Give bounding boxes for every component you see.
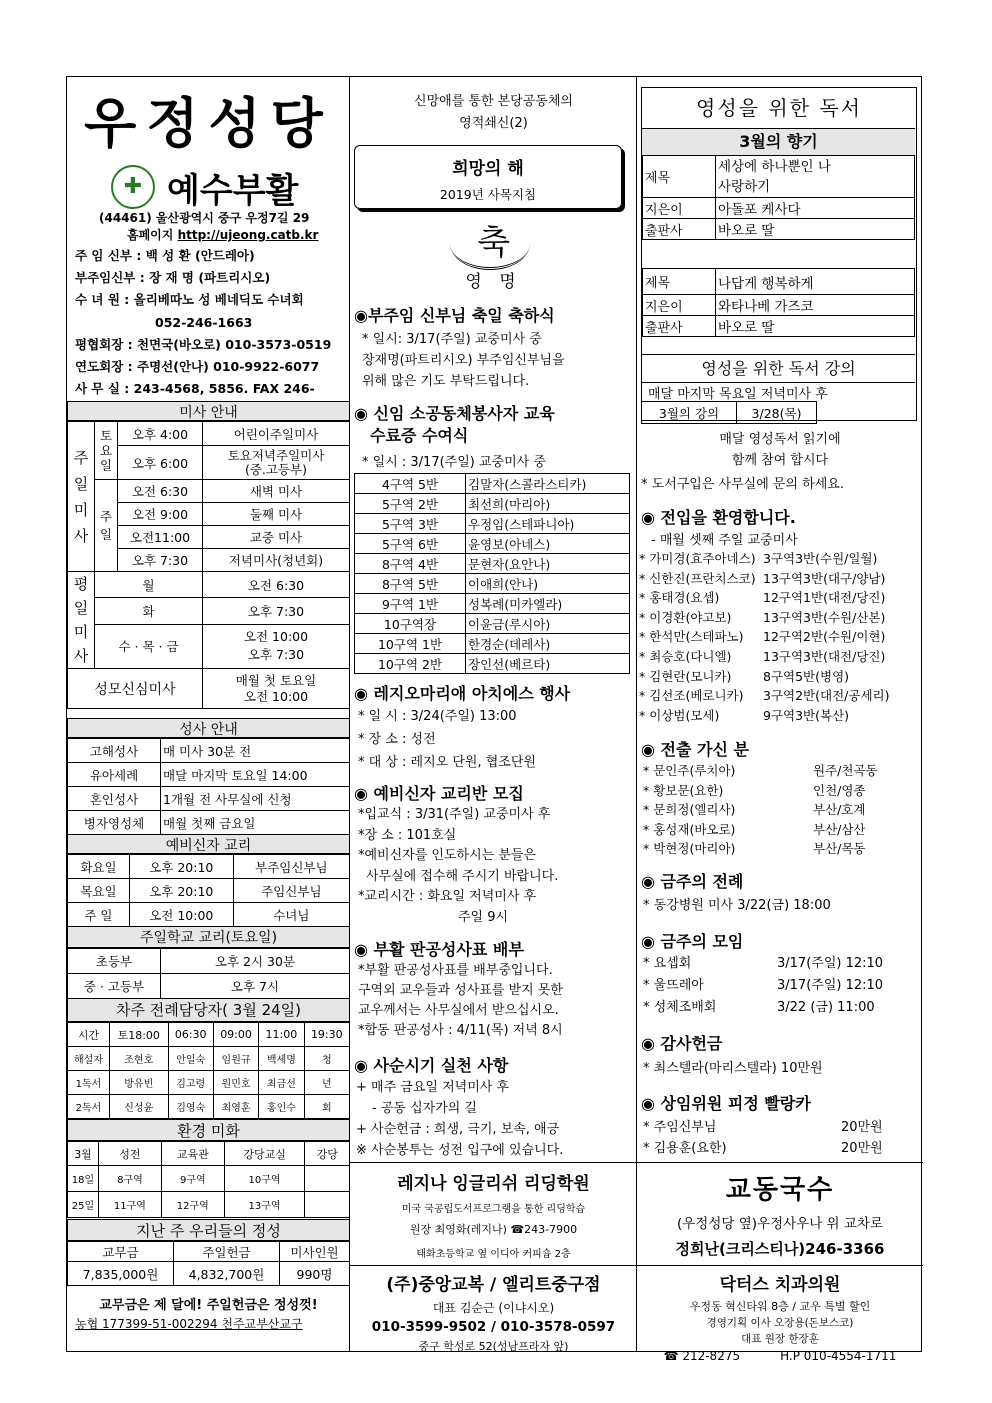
intro [350, 91, 637, 135]
duty-person: 김영숙 [168, 1095, 213, 1119]
meeting-item: * 성체조배회 3/22 (금) 11:00 [643, 1000, 875, 1015]
ad-line: 미국 국공립도서프로그램을 통한 리딩학습 [401, 1204, 586, 1215]
sunday-school-table [67, 948, 350, 999]
school-time: 오후 7시 [161, 974, 350, 999]
welcome-item: * 이상범(모세) 9구역3반(복산) [639, 707, 850, 723]
sacrament-name: 고해성사 [68, 739, 161, 763]
right-column [637, 77, 923, 1363]
training-title: ◉ 신임 소공동체봉사자 교육 수료증 수여식 [354, 404, 555, 445]
easter-details: *부활 판공성사표를 배부중입니다. 구역외 교우들과 성사표를 받지 못한 교우께서는 사무실에서 받으십시오. *합동 판공성사 : 4/11(목) 저녁 8시 [358, 963, 563, 1038]
training-area: 10구역 2반 [355, 654, 466, 674]
env-header: 교육관 [161, 1142, 224, 1166]
offering-header: 교무금 [68, 1242, 174, 1262]
parish-logo-icon: ✚ [111, 165, 155, 209]
ad-line: 대표 원장 한장훈 [741, 1333, 819, 1345]
ad-uniform-shop [350, 1265, 637, 1352]
offering-slogan: 교무금은 제 달에! 주일헌금은 정성껏! [99, 1298, 318, 1313]
mass-name: 새벽 미사 [203, 480, 350, 503]
celebrate-subtitle: 영 명 [465, 272, 522, 292]
mass-name: 저녁미사(청년회) [203, 549, 350, 572]
duty-header: 06:30 [168, 1023, 213, 1047]
recruit-details: *입교식 : 3/31(주일) 교중미사 후 *장 소 : 101호실 *예비신자를 인도하시는 분들은 사무실에 접수해 주시기 바랍니다. *교리시간 : 화요일 저녁미사 후 주일 9시 [358, 807, 559, 925]
weekday-mass-label: 평 일 미 사 [68, 572, 95, 669]
book-label: 제목 [643, 156, 716, 198]
class-time: 오전 10:00 [129, 903, 233, 927]
duty-role: 1독서 [68, 1071, 110, 1095]
env-cell: 12구역 [161, 1192, 224, 1218]
duty-person: 백세명 [259, 1047, 304, 1071]
weekday: 화 [95, 598, 203, 624]
training-person: 한경순(데레사) [466, 634, 630, 654]
training-area: 8구역 5반 [355, 574, 466, 594]
duty-header: 토18:00 [110, 1023, 169, 1047]
duty-person: 청 [304, 1047, 349, 1071]
class-day: 주 일 [68, 903, 130, 927]
welcome-item: * 김선조(베로니카) 3구역2반(대전/공세리) [639, 688, 890, 704]
lecture-time: 매달 마지막 목요일 저녁미사 후 [642, 382, 915, 406]
sacrament-name: 유아세례 [68, 763, 161, 787]
leaving-item: * 박현정(마리아) 부산/목동 [643, 841, 866, 857]
school-level: 중 · 고등부 [68, 974, 161, 999]
funeral-line: * 동강병원 미사 3/22(금) 18:00 [643, 898, 831, 913]
ad-title: 레지나 잉글리쉬 리딩학원 [397, 1174, 590, 1194]
homepage [127, 226, 318, 243]
year-subtitle: 2019년 사목지침 [439, 187, 537, 202]
feast-title: ◉부주임 신부님 축일 축하식 [354, 306, 555, 325]
staff-line: 주 임 신부 : 백 성 환 (안드레아) [75, 248, 255, 263]
env-cell [305, 1192, 350, 1218]
staff-line: 052-246-1663 [155, 314, 253, 330]
env-cell: 10구역 [224, 1166, 305, 1192]
year-theme-box [354, 145, 622, 209]
book2-table [642, 268, 915, 337]
duty-person: 김고령 [168, 1071, 213, 1095]
duty-person: 방유빈 [110, 1071, 169, 1095]
year-title: 희망의 해 [452, 159, 524, 179]
book-label: 지은이 [643, 295, 716, 316]
env-cell: 11구역 [99, 1192, 162, 1218]
env-header: 강당교실 [224, 1142, 305, 1166]
liturgy-duty-table [67, 1022, 350, 1119]
welcome-item: * 한석만(스테파노) 12구역2반(수원/이현) [639, 629, 886, 645]
liturgy-duty-title: 차주 전례담당자( 3월 24일) [67, 998, 350, 1022]
offering-header: 주일헌금 [173, 1242, 279, 1262]
env-header: 강당 [305, 1142, 350, 1166]
training-area: 8구역 4반 [355, 554, 466, 574]
catechumen-table [67, 854, 350, 927]
ad-line: 중구 학성로 52(성남프라자 앞) [418, 1340, 569, 1353]
sacrament-name: 병자영성체 [68, 811, 161, 835]
sacrament-info: 매월 첫째 금요일 [161, 811, 350, 835]
welcome-subtitle: - 매월 셋째 주일 교중미사 [651, 533, 798, 548]
lent-title: ◉ 사순시기 실천 사항 [354, 1056, 509, 1075]
mass-time: 오후 6:00 [118, 446, 203, 480]
offering-value: 7,835,000원 [68, 1262, 174, 1286]
leaving-item: * 문희정(엘리사) 부산/호계 [643, 802, 866, 818]
class-day: 목요일 [68, 879, 130, 903]
mass-time: 오전11:00 [118, 526, 203, 549]
saturday-label: 토 요 일 [95, 422, 118, 480]
training-area: 9구역 1반 [355, 594, 466, 614]
sacrament-info: 매달 마지막 토요일 14:00 [161, 763, 350, 787]
training-area: 10구역 1반 [355, 634, 466, 654]
training-area: 5구역 3반 [355, 514, 466, 534]
mass-name: 둘째 미사 [203, 503, 350, 526]
sacrament-name: 혼인성사 [68, 787, 161, 811]
duty-role: 해설자 [68, 1047, 110, 1071]
staff-list [75, 245, 347, 423]
mass-name: 어린이주일미사 [203, 422, 350, 446]
reading-purchase-note: * 도서구입은 사무실에 문의 하세요. [641, 477, 844, 492]
env-cell: 9구역 [161, 1166, 224, 1192]
leaving-item: * 문인주(루치아) 원주/천곡동 [643, 763, 878, 778]
duty-person: 신성윤 [110, 1095, 169, 1119]
book-title: 세상에 하나뿐인 나 사랑하기 [716, 156, 915, 198]
training-area: 10구역장 [355, 614, 466, 634]
homepage-label: 홈페이지 [127, 228, 174, 242]
welcome-list [639, 549, 923, 725]
motto: 예수부활 [167, 171, 299, 211]
staff-line: 사 무 실 : 243-4568, 5856. FAX 246- [75, 381, 315, 397]
intro-line: 신망애를 통한 본당공동체의 [414, 94, 573, 109]
mass-name: 토요저녁주일미사 (중.고등부) [203, 446, 350, 480]
leaving-item: * 황보문(요한) 인천/영종 [643, 782, 866, 798]
mass-time: 오후 7:30 [118, 549, 203, 572]
staff-line: 부주임신부 : 장 재 명 (파트리시오) [75, 270, 271, 286]
offering-value: 990명 [279, 1262, 349, 1286]
training-person: 이애희(안나) [466, 574, 630, 594]
thanks-title: ◉ 감사헌금 [641, 1034, 723, 1053]
training-person: 성복례(미카엘라) [466, 594, 630, 614]
duty-person: 원민호 [213, 1071, 258, 1095]
welcome-item: * 김현란(모니카) 8구역5반(병영) [639, 668, 850, 684]
sacrament-info: 매 미사 30분 전 [161, 739, 350, 763]
env-header: 3월 [68, 1142, 99, 1166]
sacraments-title: 성사 안내 [67, 718, 350, 738]
duty-person: 홍인수 [259, 1095, 304, 1119]
marian-mass-time: 매월 첫 토요일 오전 10:00 [203, 669, 350, 709]
ad-phone: 정희난(크리스티나)246-3366 [675, 1240, 885, 1258]
training-area: 5구역 6반 [355, 534, 466, 554]
book-label: 출판사 [643, 316, 716, 337]
training-area: 4구역 5반 [355, 474, 466, 494]
env-header: 성전 [99, 1142, 162, 1166]
marian-mass-label: 성모신심미사 [68, 669, 203, 709]
env-cell [305, 1166, 350, 1192]
welcome-item: * 신한진(프란치스코) 13구역3반(대구/양남) [639, 570, 886, 586]
standing-item: * 주임신부님 20만원 [643, 1120, 883, 1135]
book-label: 지은이 [643, 198, 716, 219]
mass-table [67, 421, 350, 709]
reading-note: 매달 영성독서 읽기에 함께 참여 합시다 [719, 432, 841, 468]
intro-line: 영적쇄신(2) [459, 116, 528, 131]
ad-line: 태화초등학교 옆 이디아 커피숍 2층 [416, 1249, 571, 1260]
left-column [67, 77, 350, 1351]
leaving-item: * 홍성재(바오로) 부산/삼산 [643, 821, 866, 837]
parish-title: 우정성당 [84, 91, 333, 155]
ad-line: 원장 최영화(레지나) ☎243-7900 [409, 1223, 578, 1236]
ad-line: 우정동 혁신타워 8층 / 교우 특별 할인 [689, 1300, 871, 1313]
staff-line: 수 녀 원 : 올리베따노 성 베네딕도 수녀회 [75, 292, 304, 308]
ad-line: 경영기획 이사 오장용(돈보스코) [706, 1317, 854, 1329]
book-label: 출판사 [643, 219, 716, 240]
address: (44461) 울산광역시 중구 우정7길 29 [99, 211, 310, 225]
ad-dental-clinic [637, 1265, 923, 1363]
mass-time: 오전 10:00 오후 7:30 [203, 624, 350, 668]
duty-person: 최금선 [259, 1071, 304, 1095]
thanks-line: * 최스텔라(마리스텔라) 10만원 [643, 1061, 823, 1076]
bulletin-frame [66, 76, 922, 1363]
acies-details: * 일 시 : 3/24(주일) 13:00 * 장 소 : 성전 * 대 상 : 레지오 단원, 협조단원 [358, 709, 536, 770]
training-person: 우정임(스테파니아) [466, 514, 630, 534]
duty-person: 최영훈 [213, 1095, 258, 1119]
mass-name: 교중 미사 [203, 526, 350, 549]
catechumen-title: 예비신자 교리 [67, 834, 350, 854]
environment-title: 환경 미화 [67, 1119, 350, 1141]
book-author: 와타나베 가즈코 [716, 295, 915, 316]
sunday-mass-label: 주 일 미 사 [68, 422, 95, 572]
sacraments-table [67, 738, 350, 835]
mass-time: 오후 4:00 [118, 422, 203, 446]
school-level: 초등부 [68, 949, 161, 974]
training-person: 윤영보(아네스) [466, 534, 630, 554]
duty-header: 09:00 [213, 1023, 258, 1047]
standing-item: * 김용훈(요한) 20만원 [643, 1141, 883, 1156]
training-table [354, 473, 630, 674]
month-title: 3월의 향기 [642, 128, 915, 156]
meeting-item: * 울뜨레아 3/17(주일) 12:10 [643, 978, 884, 993]
school-time: 오후 2시 30분 [161, 949, 350, 974]
training-area: 5구역 2반 [355, 494, 466, 514]
book-publisher: 바오로 딸 [716, 219, 915, 240]
sunday-school-title: 주일학교 교리(토요일) [67, 926, 350, 948]
class-teacher: 수녀님 [233, 903, 349, 927]
ad-noodle-shop [637, 1162, 923, 1266]
celebrate-char: 축 [477, 223, 510, 263]
welcome-item: * 가미경(효주아네스) 3구역3반(수원/일월) [639, 551, 878, 566]
env-date: 18일 [68, 1166, 99, 1192]
meeting-title: ◉ 금주의 모임 [641, 932, 744, 951]
recruit-title: ◉ 예비신자 교리반 모집 [354, 784, 524, 803]
sacrament-info: 1개월 전 사무실에 신청 [161, 787, 350, 811]
training-person: 최선희(마리아) [466, 494, 630, 514]
standing-title: ◉ 상임위원 피정 빨랑카 [641, 1094, 811, 1113]
ad-title: (주)중앙교복 / 엘리트중구점 [386, 1275, 601, 1295]
welcome-item: * 홍태경(요셉) 12구역1반(대전/당진) [639, 590, 886, 606]
class-teacher: 부주임신부님 [233, 855, 349, 879]
funeral-title: ◉ 금주의 전례 [641, 872, 744, 891]
duty-header: 19:30 [304, 1023, 349, 1047]
acies-title: ◉ 레지오마리애 아치에스 행사 [354, 684, 571, 703]
staff-line: 연도회장 : 주명선(안나) 010-9922-6077 [75, 359, 320, 375]
weekday: 월 [95, 572, 203, 598]
ad-title: 닥터스 치과의원 [719, 1275, 841, 1295]
book-title: 나답게 행복하게 [716, 269, 915, 295]
mass-time: 오후 7:30 [203, 598, 350, 624]
leaving-title: ◉ 전출 가신 분 [641, 740, 749, 759]
staff-line: 평협회장 : 천면국(바오로) 010-3573-0519 [75, 336, 332, 352]
weekday: 수 · 목 · 금 [95, 624, 203, 668]
offering-table [67, 1241, 350, 1286]
easter-title: ◉ 부활 판공성사표 배부 [354, 940, 524, 959]
book-publisher: 바오로 딸 [716, 316, 915, 337]
lecture-title: 영성을 위한 독서 강의 [642, 354, 915, 383]
meeting-list [643, 953, 919, 1019]
env-cell: 13구역 [224, 1192, 305, 1218]
training-person: 김말자(스콜라스티카) [466, 474, 630, 494]
training-time: * 일시 : 3/17(주일) 교중미사 중 [362, 455, 546, 470]
lecture-date: 3/28(목) [737, 402, 817, 424]
env-cell: 8구역 [99, 1166, 162, 1192]
book-author: 아돌포 케사다 [716, 198, 915, 219]
environment-table [67, 1141, 350, 1218]
lent-details: + 매주 금요일 저녁미사 후 - 공동 십자가의 길 + 사순헌금 : 희생, 극기, 보속, 애긍 ※ 사순봉투는 성전 입구에 있습니다. [356, 1080, 564, 1158]
lecture-month: 3월의 강의 [642, 402, 737, 424]
book-label: 제목 [643, 269, 716, 295]
leaving-list [643, 761, 919, 859]
duty-person: 회 [304, 1095, 349, 1119]
spiritual-reading-box [641, 87, 917, 421]
ad-line: 대표 김순근 (이냐시오) [432, 1301, 555, 1315]
mass-time: 오전 9:00 [118, 503, 203, 526]
ad-phone: 010-3599-9502 / 010-3578-0597 [371, 1319, 616, 1335]
duty-person: 조현호 [110, 1047, 169, 1071]
training-person: 장인선(베르타) [466, 654, 630, 674]
standing-list [643, 1117, 919, 1159]
ad-phones: ☎ 212-8275 H.P 010-4554-1711 [663, 1349, 897, 1363]
training-person: 이윤금(루시아) [466, 614, 630, 634]
mass-section-title: 미사 안내 [67, 401, 350, 421]
class-teacher: 주임신부님 [233, 879, 349, 903]
class-time: 오후 20:10 [129, 879, 233, 903]
reading-title: 영성을 위한 독서 [696, 96, 862, 120]
offering-header: 미사인원 [279, 1242, 349, 1262]
duty-header: 시간 [68, 1023, 110, 1047]
meeting-item: * 요셉회 3/17(주일) 12:10 [643, 956, 884, 971]
homepage-link[interactable]: http://ujeong.catb.kr [177, 228, 319, 242]
mass-time: 오전 6:30 [203, 572, 350, 598]
class-time: 오후 20:10 [129, 855, 233, 879]
duty-header: 11:00 [259, 1023, 304, 1047]
offering-title: 지난 주 우리들의 정성 [67, 1219, 350, 1241]
mass-time: 오전 6:30 [118, 480, 203, 503]
sunday-label: 주 일 [95, 480, 118, 572]
class-day: 화요일 [68, 855, 130, 879]
ad-title: 교동국수 [725, 1175, 835, 1205]
duty-person: 년 [304, 1071, 349, 1095]
env-date: 25일 [68, 1192, 99, 1218]
duty-person: 안일숙 [168, 1047, 213, 1071]
book1-table [642, 155, 915, 240]
welcome-item: * 이경환(야고보) 13구역3반(수원/산본) [639, 609, 886, 625]
offering-value: 4,832,700원 [173, 1262, 279, 1286]
bank-account: 농협 177399-51-002294 천주교부산교구 [75, 1317, 303, 1331]
welcome-item: * 최승호(다니엘) 13구역3반(대전/당진) [639, 648, 886, 664]
duty-person: 임원규 [213, 1047, 258, 1071]
feast-details: * 일시: 3/17(주일) 교중미사 중 장재명(파트리시오) 부주임신부님을 위해 많은 기도 부탁드립니다. [362, 332, 565, 389]
training-person: 문현자(요안나) [466, 554, 630, 574]
lecture-date-table [641, 401, 817, 424]
duty-role: 2독서 [68, 1095, 110, 1119]
ad-line: (우정성당 옆)우정사우나 위 교차로 [677, 1216, 883, 1232]
middle-column [350, 77, 637, 1351]
ad-reading-academy [350, 1162, 637, 1266]
welcome-title: ◉ 전입을 환영합니다. [641, 508, 796, 527]
